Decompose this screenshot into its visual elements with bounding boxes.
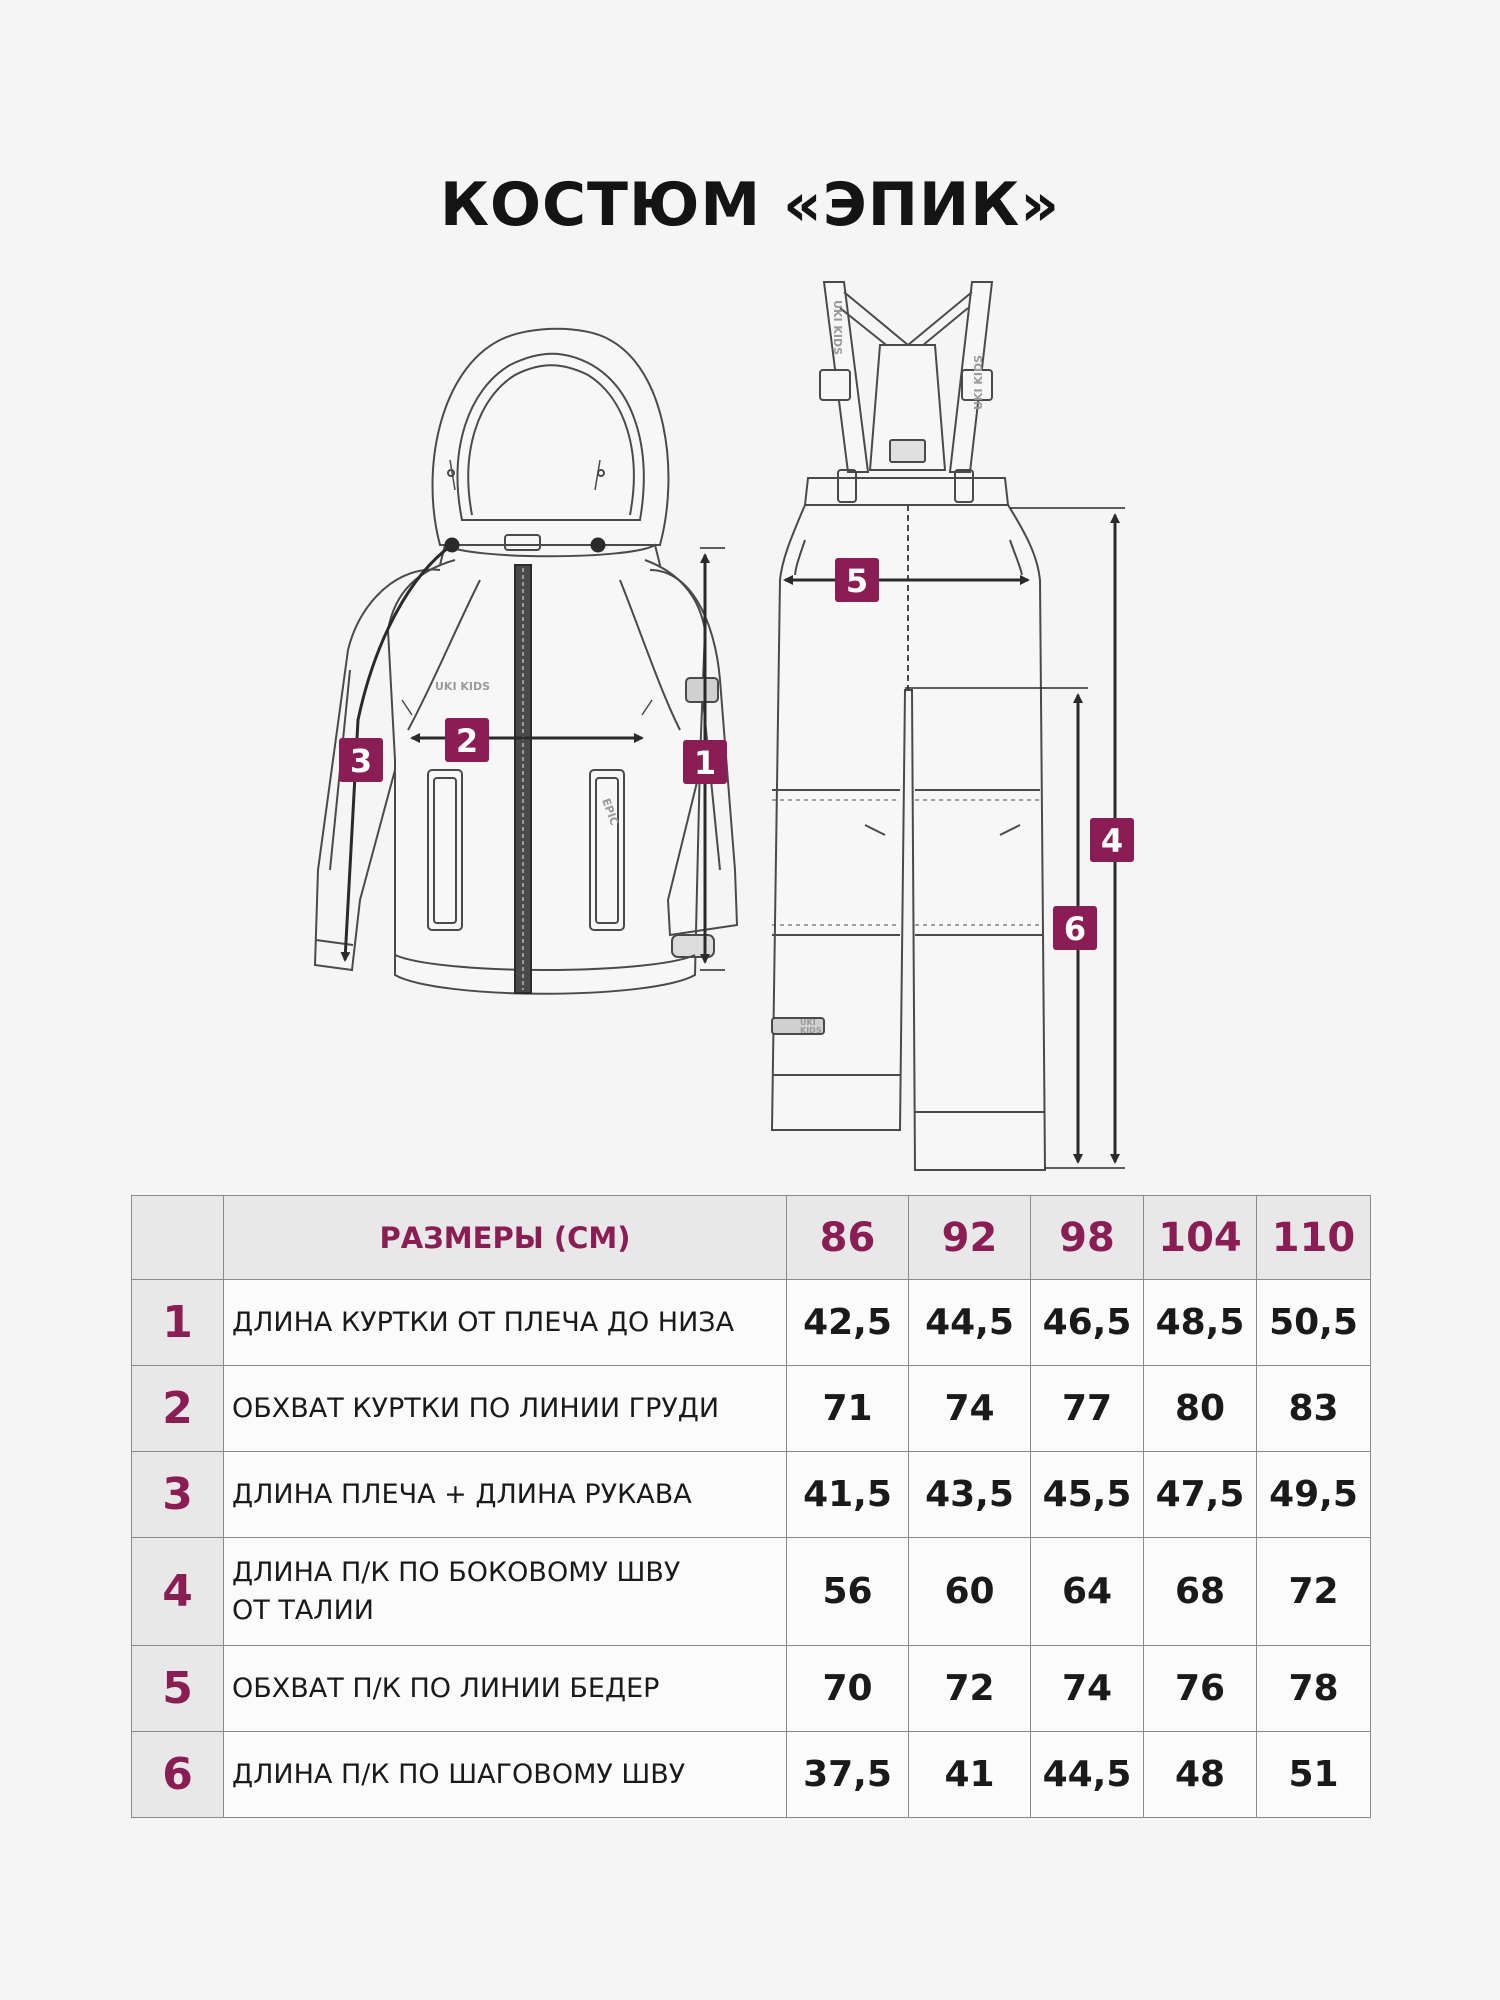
- size-table: [131, 1195, 1371, 1818]
- row-label: ДЛИНА П/К ПО ШАГОВОМУ ШВУ: [224, 1732, 787, 1818]
- pants-drawing: [772, 282, 1045, 1170]
- row-value: 41: [909, 1732, 1031, 1818]
- size-92: 92: [909, 1196, 1031, 1280]
- row-label: ДЛИНА ПЛЕЧА + ДЛИНА РУКАВА: [224, 1452, 787, 1538]
- jacket-drawing: [315, 329, 737, 994]
- row-value: 51: [1257, 1732, 1371, 1818]
- badge-1: [683, 740, 727, 784]
- table-row: [132, 1280, 1371, 1366]
- header-label: РАЗМЕРЫ (СМ): [224, 1196, 787, 1280]
- row-value: 64: [1031, 1538, 1144, 1646]
- row-value: 72: [909, 1646, 1031, 1732]
- row-value: 48: [1144, 1732, 1257, 1818]
- page-title: КОСТЮМ «ЭПИК»: [439, 170, 1061, 240]
- row-value: 68: [1144, 1538, 1257, 1646]
- row-value: 56: [787, 1538, 909, 1646]
- badge-3-label: 3: [349, 742, 373, 780]
- strap-brand-left: UKI KIDS: [831, 300, 844, 356]
- badge-4-label: 4: [1100, 822, 1124, 860]
- badge-5-label: 5: [845, 562, 869, 600]
- row-number: 6: [132, 1732, 224, 1818]
- row-value: 71: [787, 1366, 909, 1452]
- row-value: 72: [1257, 1538, 1371, 1646]
- row-value: 77: [1031, 1366, 1144, 1452]
- row-number: 2: [132, 1366, 224, 1452]
- row-value: 42,5: [787, 1280, 909, 1366]
- table-header-row: [132, 1196, 1371, 1280]
- row-value: 78: [1257, 1646, 1371, 1732]
- row-label: ОБХВАТ П/К ПО ЛИНИИ БЕДЕР: [224, 1646, 787, 1732]
- row-value: 60: [909, 1538, 1031, 1646]
- row-value: 41,5: [787, 1452, 909, 1538]
- row-number: 5: [132, 1646, 224, 1732]
- garment-sketch: [0, 260, 1500, 1180]
- table-row: [132, 1452, 1371, 1538]
- pants-patch-line1: UKI: [800, 1018, 816, 1027]
- row-number: 3: [132, 1452, 224, 1538]
- size-86: 86: [787, 1196, 909, 1280]
- row-value: 74: [1031, 1646, 1144, 1732]
- size-110: 110: [1257, 1196, 1371, 1280]
- badge-1-label: 1: [693, 744, 717, 782]
- row-value: 80: [1144, 1366, 1257, 1452]
- row-value: 50,5: [1257, 1280, 1371, 1366]
- row-number: 4: [132, 1538, 224, 1646]
- size-104: 104: [1144, 1196, 1257, 1280]
- badge-6: [1053, 906, 1097, 950]
- table-row: [132, 1646, 1371, 1732]
- row-value: 49,5: [1257, 1452, 1371, 1538]
- pants-patch-line2: KIDS: [800, 1026, 822, 1035]
- row-value: 74: [909, 1366, 1031, 1452]
- jacket-brand-label: UKI KIDS: [435, 680, 491, 693]
- strap-brand-right: UKI KIDS: [972, 354, 985, 410]
- row-value: 76: [1144, 1646, 1257, 1732]
- table-row: [132, 1366, 1371, 1452]
- row-label: ОБХВАТ КУРТКИ ПО ЛИНИИ ГРУДИ: [224, 1366, 787, 1452]
- row-value: 44,5: [1031, 1732, 1144, 1818]
- row-number: 1: [132, 1280, 224, 1366]
- badge-2: [445, 718, 489, 762]
- badge-5: [835, 558, 879, 602]
- size-98: 98: [1031, 1196, 1144, 1280]
- header-empty-cell: [132, 1196, 224, 1280]
- row-value: 83: [1257, 1366, 1371, 1452]
- row-value: 48,5: [1144, 1280, 1257, 1366]
- row-value: 46,5: [1031, 1280, 1144, 1366]
- badge-2-label: 2: [455, 722, 479, 760]
- row-value: 70: [787, 1646, 909, 1732]
- row-value: 37,5: [787, 1732, 909, 1818]
- row-label: ДЛИНА П/К ПО БОКОВОМУ ШВУ ОТ ТАЛИИ: [224, 1538, 787, 1646]
- badge-3: [339, 738, 383, 782]
- row-value: 44,5: [909, 1280, 1031, 1366]
- row-value: 45,5: [1031, 1452, 1144, 1538]
- row-value: 47,5: [1144, 1452, 1257, 1538]
- row-value: 43,5: [909, 1452, 1031, 1538]
- table-row: [132, 1732, 1371, 1818]
- table-row: [132, 1538, 1371, 1646]
- badge-4: [1090, 818, 1134, 862]
- badge-6-label: 6: [1063, 910, 1087, 948]
- row-label: ДЛИНА КУРТКИ ОТ ПЛЕЧА ДО НИЗА: [224, 1280, 787, 1366]
- pocket-logo: EPIC: [599, 796, 621, 828]
